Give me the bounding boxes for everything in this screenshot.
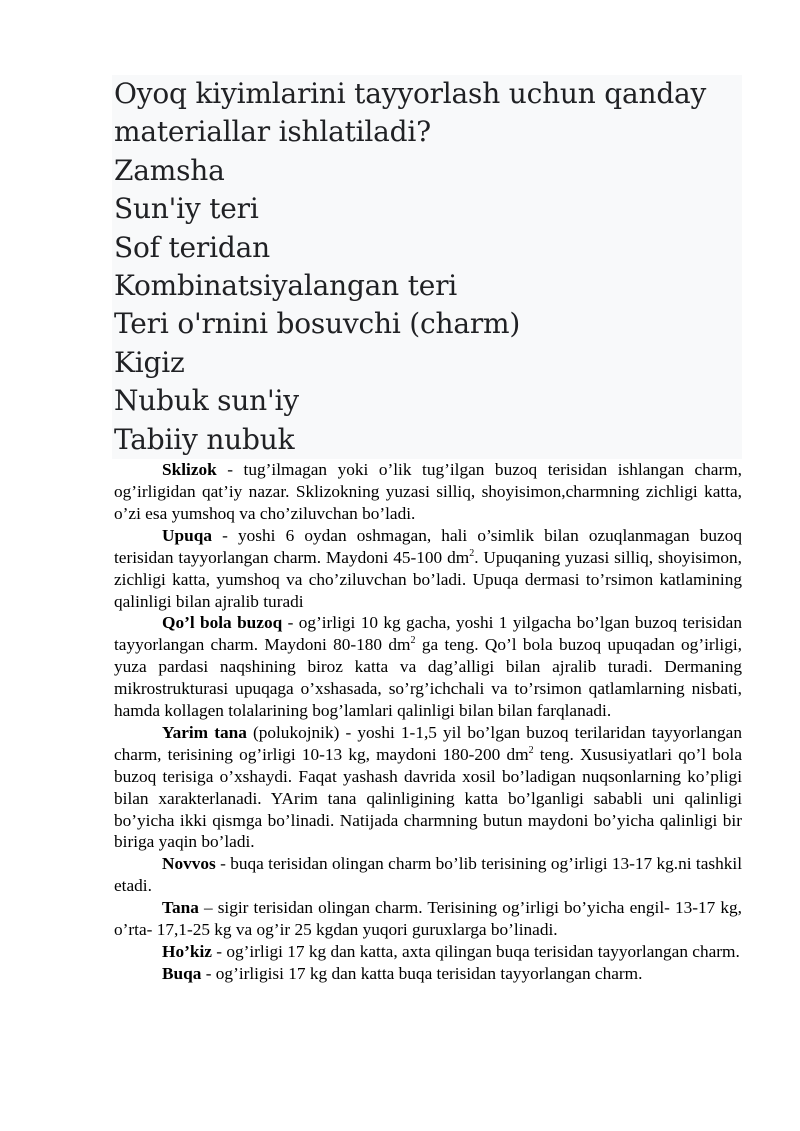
definition-text: . Upuqaning yuzasi silliq, shoyisimon, zichligi katta, yumshoq va cho’ziluvchan bo’ladi. Upuqa dermasi to’rsimon katlamining qalinligi bilan ajralib turadi bbox=[114, 547, 742, 611]
definition-paragraph bbox=[114, 941, 742, 963]
answer-option: Kigiz bbox=[114, 345, 185, 379]
answer-option: Tabiiy nubuk bbox=[114, 422, 295, 456]
definition-text: - og’irligi 10 kg gacha, yoshi 1 yilgacha bo’lgan buzoq terisidan tayyorlangan charm. Maydoni 80-180 dm bbox=[114, 613, 742, 655]
definition-term: Novvos bbox=[162, 854, 216, 874]
superscript: 2 bbox=[410, 635, 416, 647]
answer-option: Sun'iy teri bbox=[114, 192, 259, 226]
superscript: 2 bbox=[528, 745, 534, 757]
definition-text: - buqa terisidan olingan charm bo’lib terisining og’irligi 13-17 kg.ni tashkil etadi. bbox=[114, 854, 742, 896]
definition-text: - og’irligi 17 kg dan katta, axta qilingan buqa terisidan tayyorlangan charm. bbox=[211, 942, 740, 961]
definition-text: – sigir terisidan olingan charm. Terisining og’irligi bo’yicha engil- 13-17 kg, o’rta- 17,1-25 kg va og’ir 25 kgdan yuqori guruxlarga bo’linadi. bbox=[114, 898, 742, 940]
definition-term: Yarim tana bbox=[162, 722, 247, 742]
definitions-text bbox=[114, 459, 742, 985]
definition-paragraph bbox=[114, 963, 742, 985]
answer-option: Zamsha bbox=[114, 153, 225, 187]
superscript: 2 bbox=[469, 547, 475, 559]
definition-paragraph bbox=[114, 612, 742, 722]
definition-term: Sklizok bbox=[162, 460, 217, 480]
definition-term: Tana bbox=[162, 898, 199, 918]
question-title: Oyoq kiyimlarini tayyorlash uchun qanday materiallar ishlatiladi? bbox=[114, 77, 707, 149]
definition-term: Ho’kiz bbox=[162, 942, 212, 961]
definition-paragraph bbox=[114, 722, 742, 853]
answer-option: Sof teridan bbox=[114, 230, 270, 264]
answer-option: Nubuk sun'iy bbox=[114, 384, 299, 418]
definition-term: Buqa bbox=[162, 963, 202, 983]
question-block bbox=[112, 75, 742, 459]
definition-text: ga teng. Qo’l bola buzoq upuqadan og’irligi, yuza pardasi naqshining biroz katta va dag’alligi bilan ajralib turadi. Dermaning mikrostrukturasi upuqaga o’xshasada, so’rg’ichchali va to’rsimon qatlamlarning nisbati, hamda kollagen tolalarining bog’lamlari qalinligi bilan bilan farqlanadi. bbox=[114, 635, 742, 721]
definition-text: teng. Xususiyatlari qo’l bola buzoq terisiga o’xshaydi. Faqat yashash davrida xosil bo’ladigan nuqsonlarning ko’pligi bilan xarakterlanadi. YArim tana qalinligining katta bo’lganligi sababli uni qalinligi bo’yicha ikki qismga bo’linadi. Natijada charmning butun maydoni bo’yicha qalinligi bir biriga yaqin bo’ladi. bbox=[114, 744, 742, 852]
definition-paragraph bbox=[114, 853, 742, 897]
definition-term: Upuqa bbox=[162, 525, 212, 545]
document-page bbox=[114, 75, 742, 985]
definition-paragraph bbox=[114, 897, 742, 941]
definition-text: - yoshi 6 oydan oshmagan, hali o’simlik bilan ozuqlanmagan buzoq terisidan tayyorlangan charm. Maydoni 45-100 dm bbox=[114, 525, 742, 567]
definition-paragraph bbox=[114, 525, 742, 613]
definition-text: (polukojnik) - yoshi 1-1,5 yil bo’lgan buzoq terilaridan tayyorlangan charm, terisining og’irligi 10-13 kg, maydoni 180-200 dm bbox=[114, 722, 742, 764]
definition-paragraph bbox=[114, 459, 742, 525]
definition-text: - og’irligisi 17 kg dan katta buqa terisidan tayyorlangan charm. bbox=[201, 963, 643, 983]
definition-text: - tug’ilmagan yoki o’lik tug’ilgan buzoq terisidan ishlangan charm, og’irligidan qat’iy nazar. Sklizokning yuzasi silliq, shoyisimon,charmning zichligi katta, o’zi esa yumshoq va cho’ziluvchan bo’ladi. bbox=[114, 460, 742, 523]
answer-option: Teri o'rnini bosuvchi (charm) bbox=[114, 307, 521, 341]
definition-term: Qo’l bola buzoq bbox=[162, 613, 283, 633]
answer-option: Kombinatsiyalangan teri bbox=[114, 269, 458, 303]
